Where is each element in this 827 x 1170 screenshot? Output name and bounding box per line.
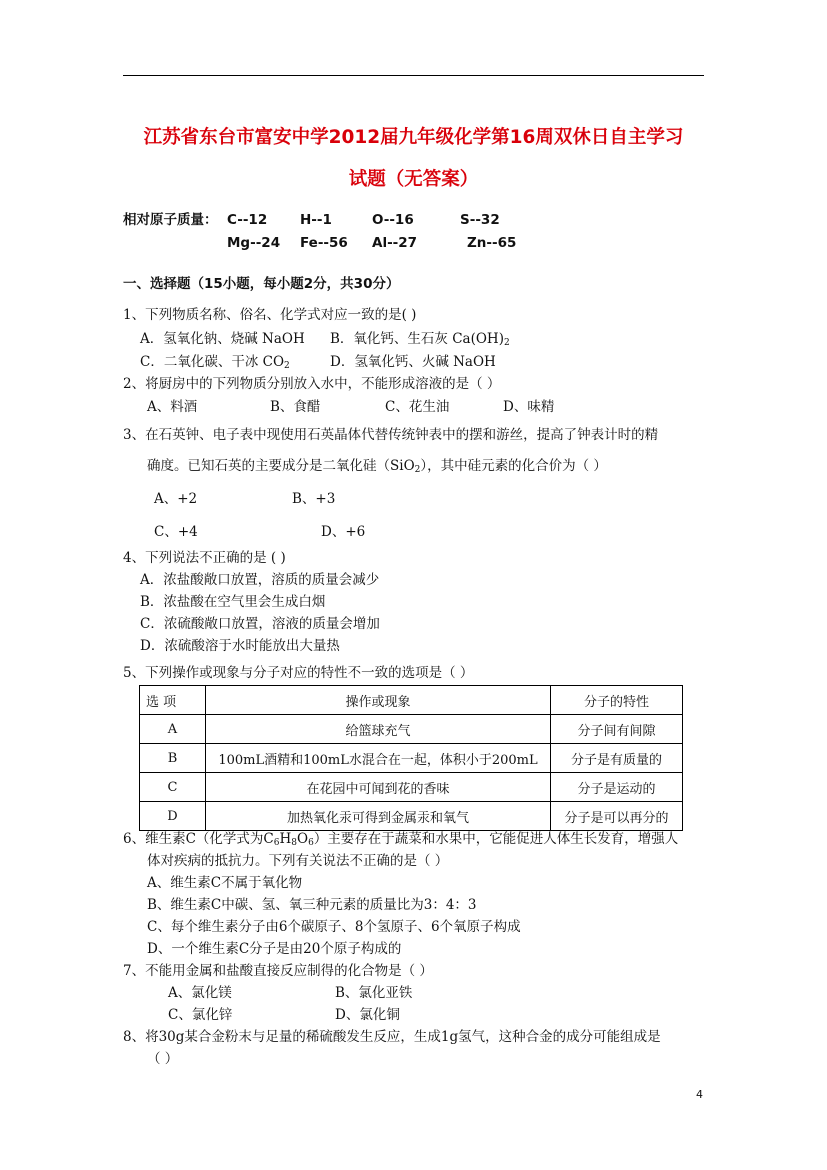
q2-stem: 2、将厨房中的下列物质分别放入水中，不能形成溶液的是（ ）	[123, 376, 501, 392]
table-row	[140, 715, 683, 744]
atomic-mass-fe: Fe--56	[300, 235, 348, 251]
table-header-cell: 操作或现象	[206, 686, 551, 715]
q5-stem: 5、下列操作或现象与分子对应的特性不一致的选项是（ ）	[123, 665, 474, 681]
q3-stem-line2: 确度。已知石英的主要成分是二氧化硅（SiO$_2$），其中硅元素的化合价为（ ）	[147, 458, 607, 475]
q4-option-b: B．浓盐酸在空气里会生成白烟	[140, 594, 326, 610]
q4-stem: 4、下列说法不正确的是 ( )	[123, 550, 286, 566]
q6-option-b: B、维生素C中碳、氢、氧三种元素的质量比为3：4：3	[147, 897, 477, 913]
table-cell: C	[140, 773, 206, 802]
atomic-mass-h: H--1	[300, 212, 332, 228]
table-row	[140, 744, 683, 773]
q2-option-a: A、料酒	[147, 399, 198, 415]
section-heading: 一、选择题（15小题，每小题2分，共30分）	[123, 276, 400, 292]
atomic-mass-s: S--32	[460, 212, 500, 228]
q6-option-a: A、维生素C不属于氧化物	[147, 875, 303, 891]
table-cell: 在花园中可闻到花的香味	[206, 773, 551, 802]
q7-option-a: A、氯化镁	[168, 985, 232, 1001]
q8-stem-line1: 8、将30g某合金粉末与足量的稀硫酸发生反应，生成1g氢气，这种合金的成分可能组成是	[123, 1029, 661, 1045]
table-header-cell: 选 项	[140, 686, 206, 715]
q8-stem-line2: （ ）	[147, 1051, 179, 1067]
table-header-cell: 分子的特性	[551, 686, 683, 715]
table-cell: A	[140, 715, 206, 744]
q6-option-c: C、每个维生素分子由6个碳原子、8个氢原子、6个氧原子构成	[147, 919, 521, 935]
atomic-mass-label: 相对原子质量：	[123, 212, 218, 228]
q2-option-c: C、花生油	[385, 399, 450, 415]
table-cell: 加热氧化汞可得到金属汞和氧气	[206, 802, 551, 831]
q3-option-b: B、+3	[292, 491, 336, 507]
table-row	[140, 802, 683, 831]
q1-option-a: A．氢氧化钠、烧碱 NaOH	[140, 331, 305, 347]
table-cell: 分子间有间隙	[551, 715, 683, 744]
q3-option-a: A、+2	[154, 491, 198, 507]
table-cell: 100mL酒精和100mL水混合在一起，体积小于200mL	[206, 744, 551, 773]
q5-table	[139, 685, 683, 831]
q1-stem: 1、下列物质名称、俗名、化学式对应一致的是( )	[123, 307, 417, 323]
q4-option-c: C．浓硫酸敞口放置，溶液的质量会增加	[140, 616, 380, 632]
table-header-row	[140, 686, 683, 715]
atomic-mass-o: O--16	[372, 212, 414, 228]
q1-option-b: B．氧化钙、生石灰 $Ca(OH)_2$	[330, 331, 510, 348]
table-cell: B	[140, 744, 206, 773]
q3-option-c: C、+4	[154, 524, 198, 540]
q6-option-d: D、一个维生素C分子是由20个原子构成的	[147, 941, 402, 957]
table-cell: 分子是运动的	[551, 773, 683, 802]
header-rule	[123, 75, 704, 76]
table-cell: 分子是可以再分的	[551, 802, 683, 831]
table-cell: D	[140, 802, 206, 831]
atomic-mass-c: C--12	[227, 212, 268, 228]
q6-stem-line2: 体对疾病的抵抗力。下列有关说法不正确的是（ ）	[147, 853, 449, 869]
title-line-1: 江苏省东台市富安中学2012届九年级化学第16周双休日自主学习	[143, 127, 684, 148]
atomic-mass-zn: Zn--65	[467, 235, 517, 251]
table-row	[140, 773, 683, 802]
page-number: 4	[696, 1088, 703, 1101]
table-cell: 分子是有质量的	[551, 744, 683, 773]
atomic-mass-mg: Mg--24	[227, 235, 281, 251]
q1-option-d: D．氢氧化钙、火碱 NaOH	[330, 354, 496, 370]
q7-option-c: C、氯化锌	[168, 1007, 233, 1023]
q7-option-b: B、氯化亚铁	[335, 985, 413, 1001]
q7-option-d: D、氯化铜	[335, 1007, 400, 1023]
q6-stem-line1: 6、维生素C（化学式为$C_6H_8O_6$）主要存在于蔬菜和水果中，它能促进人体生长发育，增强人	[123, 831, 679, 848]
q2-option-b: B、食醋	[270, 399, 321, 415]
q4-option-a: A．浓盐酸敞口放置，溶质的质量会减少	[140, 572, 380, 588]
q3-stem-line1: 3、在石英钟、电子表中现使用石英晶体代替传统钟表中的摆和游丝，提高了钟表计时的精	[123, 427, 659, 443]
q3-option-d: D、+6	[321, 524, 366, 540]
table-cell: 给篮球充气	[206, 715, 551, 744]
q7-stem: 7、不能用金属和盐酸直接反应制得的化合物是（ ）	[123, 963, 433, 979]
atomic-mass-al: Al--27	[372, 235, 418, 251]
q1-option-c: C．二氧化碳、干冰 $CO_2$	[140, 354, 290, 371]
q4-option-d: D．浓硫酸溶于水时能放出大量热	[140, 638, 340, 654]
title-line-2: 试题（无答案）	[348, 169, 479, 190]
q2-option-d: D、味精	[503, 399, 555, 415]
